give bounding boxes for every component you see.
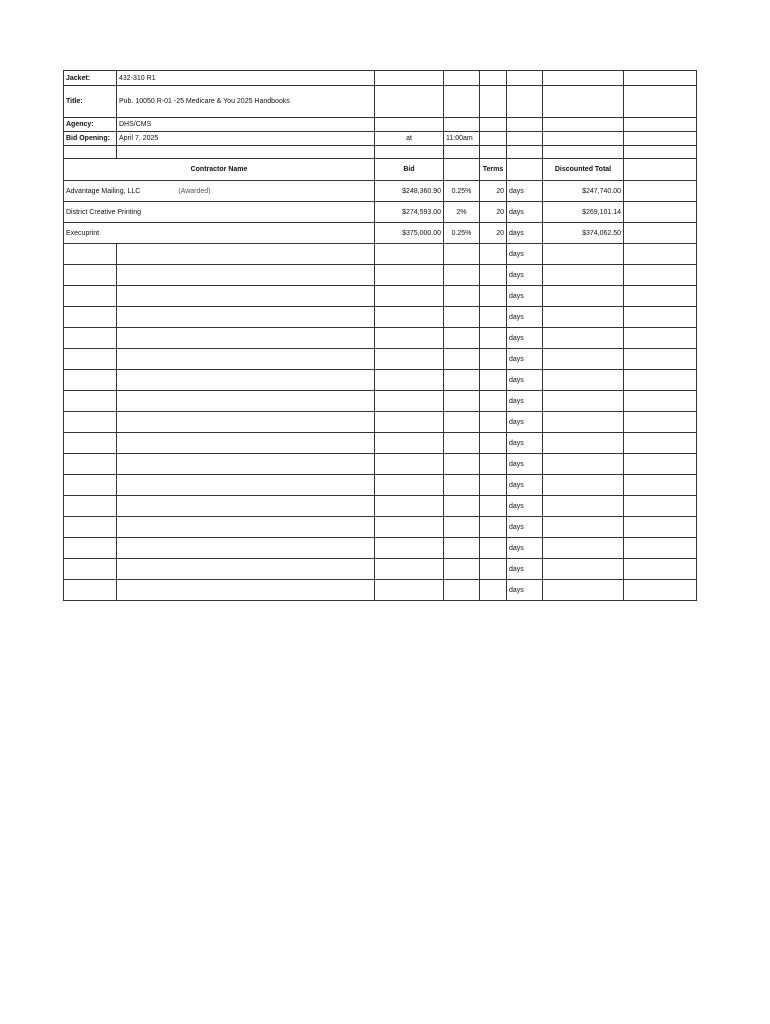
bid-row	[64, 181, 697, 202]
days-label: days	[507, 391, 543, 412]
empty-cell	[64, 580, 117, 601]
empty-cell	[543, 517, 624, 538]
empty-cell	[444, 433, 480, 454]
empty-cell	[480, 517, 507, 538]
empty-cell	[543, 580, 624, 601]
empty-bid-row	[64, 412, 697, 433]
agency-label: Agency:	[64, 118, 117, 132]
empty-cell	[444, 286, 480, 307]
empty-bid-row	[64, 538, 697, 559]
days-label: days	[507, 328, 543, 349]
empty-cell	[117, 538, 375, 559]
empty-cell	[480, 328, 507, 349]
days-label: days	[507, 433, 543, 454]
bid-row	[64, 202, 697, 223]
empty-cell	[543, 244, 624, 265]
empty-cell	[543, 370, 624, 391]
empty-cell	[624, 244, 697, 265]
discounted-total: $269,101.14	[543, 202, 624, 223]
bid-amount: $248,360.90	[375, 181, 444, 202]
jacket-value: 432-310 R1	[117, 71, 375, 86]
empty-cell	[64, 307, 117, 328]
empty-cell	[543, 454, 624, 475]
empty-cell	[117, 454, 375, 475]
terms-days: 20	[480, 223, 507, 244]
empty-cell	[480, 412, 507, 433]
empty-cell	[64, 412, 117, 433]
days-label: days	[507, 223, 543, 244]
empty-cell	[543, 496, 624, 517]
agency-value: DHS/CMS	[117, 118, 375, 132]
empty-cell	[543, 412, 624, 433]
jacket-label: Jacket:	[64, 71, 117, 86]
discounted-total: $247,740.00	[543, 181, 624, 202]
empty-cell	[480, 307, 507, 328]
empty-cell	[624, 412, 697, 433]
empty-cell	[375, 454, 444, 475]
empty-cell	[444, 307, 480, 328]
empty-cell	[543, 559, 624, 580]
empty-cell	[480, 244, 507, 265]
contractor-name-header: Contractor Name	[64, 159, 375, 181]
empty-cell	[117, 328, 375, 349]
empty-bid-row	[64, 370, 697, 391]
empty-cell	[543, 475, 624, 496]
agency-row	[64, 118, 697, 132]
empty-cell	[480, 496, 507, 517]
empty-cell	[444, 538, 480, 559]
bid-amount: $274,593.00	[375, 202, 444, 223]
column-header-row	[64, 159, 697, 181]
empty-cell	[444, 454, 480, 475]
empty-cell	[117, 580, 375, 601]
title-row	[64, 86, 697, 118]
empty-cell	[480, 265, 507, 286]
empty-cell	[117, 517, 375, 538]
title-value: Pub. 10050 R-01 -25 Medicare & You 2025 Handbooks	[117, 86, 375, 118]
empty-cell	[624, 475, 697, 496]
contractor-name-cell	[64, 181, 375, 202]
discount-rate: 0.25%	[444, 181, 480, 202]
empty-cell	[624, 496, 697, 517]
empty-cell	[375, 286, 444, 307]
empty-cell	[64, 559, 117, 580]
contractor-name: Execuprint	[66, 229, 100, 237]
empty-cell	[480, 559, 507, 580]
days-label: days	[507, 580, 543, 601]
contractor-name-cell	[64, 202, 375, 223]
empty-cell	[444, 265, 480, 286]
days-label: days	[507, 307, 543, 328]
days-label: days	[507, 349, 543, 370]
days-label: days	[507, 538, 543, 559]
empty-cell	[444, 244, 480, 265]
empty-cell	[64, 391, 117, 412]
empty-bid-row	[64, 244, 697, 265]
empty-bid-row	[64, 328, 697, 349]
awarded-note: (Awarded)	[178, 187, 211, 195]
empty-cell	[624, 454, 697, 475]
empty-cell	[117, 265, 375, 286]
empty-cell	[117, 412, 375, 433]
title-label: Title:	[64, 86, 117, 118]
days-label: days	[507, 181, 543, 202]
empty-bid-row	[64, 517, 697, 538]
empty-cell	[444, 580, 480, 601]
empty-cell	[624, 391, 697, 412]
empty-cell	[543, 265, 624, 286]
empty-cell	[444, 475, 480, 496]
empty-cell	[375, 412, 444, 433]
empty-cell	[375, 538, 444, 559]
empty-cell	[64, 475, 117, 496]
empty-cell	[64, 265, 117, 286]
empty-cell	[624, 517, 697, 538]
empty-cell	[480, 454, 507, 475]
empty-cell	[480, 286, 507, 307]
empty-bid-row	[64, 433, 697, 454]
empty-cell	[480, 349, 507, 370]
days-label: days	[507, 475, 543, 496]
days-label: days	[507, 286, 543, 307]
days-label: days	[507, 559, 543, 580]
empty-cell	[480, 580, 507, 601]
discounted-total: $374,062.50	[543, 223, 624, 244]
empty-cell	[375, 433, 444, 454]
empty-bid-row	[64, 454, 697, 475]
jacket-row	[64, 71, 697, 86]
empty-cell	[64, 517, 117, 538]
time-value: 11:00am	[444, 132, 480, 146]
empty-cell	[117, 496, 375, 517]
empty-cell	[624, 433, 697, 454]
empty-cell	[624, 559, 697, 580]
empty-bid-row	[64, 286, 697, 307]
days-label: days	[507, 370, 543, 391]
empty-cell	[624, 580, 697, 601]
empty-cell	[375, 349, 444, 370]
empty-cell	[480, 433, 507, 454]
empty-cell	[444, 370, 480, 391]
empty-cell	[117, 349, 375, 370]
empty-cell	[624, 349, 697, 370]
empty-cell	[543, 349, 624, 370]
empty-bid-row	[64, 349, 697, 370]
empty-cell	[64, 538, 117, 559]
days-label: days	[507, 202, 543, 223]
empty-cell	[543, 433, 624, 454]
empty-cell	[624, 286, 697, 307]
empty-cell	[375, 496, 444, 517]
empty-cell	[624, 265, 697, 286]
days-label: days	[507, 244, 543, 265]
empty-cell	[543, 538, 624, 559]
empty-cell	[64, 496, 117, 517]
empty-cell	[117, 391, 375, 412]
days-label: days	[507, 496, 543, 517]
empty-cell	[64, 286, 117, 307]
empty-cell	[444, 412, 480, 433]
bid-opening-row	[64, 132, 697, 146]
empty-cell	[444, 496, 480, 517]
empty-cell	[444, 391, 480, 412]
empty-bid-row	[64, 496, 697, 517]
empty-cell	[543, 391, 624, 412]
empty-cell	[444, 328, 480, 349]
empty-bid-row	[64, 391, 697, 412]
empty-cell	[480, 475, 507, 496]
discount-rate: 0.25%	[444, 223, 480, 244]
empty-cell	[117, 307, 375, 328]
empty-cell	[444, 559, 480, 580]
empty-cell	[117, 244, 375, 265]
empty-cell	[64, 244, 117, 265]
empty-cell	[543, 328, 624, 349]
empty-cell	[375, 244, 444, 265]
empty-cell	[624, 328, 697, 349]
empty-cell	[480, 370, 507, 391]
empty-cell	[117, 433, 375, 454]
at-label: at	[375, 132, 444, 146]
days-label: days	[507, 454, 543, 475]
empty-cell	[117, 286, 375, 307]
empty-cell	[624, 538, 697, 559]
empty-bid-row	[64, 580, 697, 601]
empty-cell	[375, 475, 444, 496]
empty-cell	[375, 580, 444, 601]
spacer-row	[64, 146, 697, 159]
empty-cell	[64, 433, 117, 454]
contractor-name-cell	[64, 223, 375, 244]
empty-cell	[64, 349, 117, 370]
terms-days: 20	[480, 202, 507, 223]
days-label: days	[507, 412, 543, 433]
terms-header: Terms	[480, 159, 507, 181]
empty-cell	[375, 328, 444, 349]
empty-cell	[375, 517, 444, 538]
empty-bid-row	[64, 307, 697, 328]
bid-header: Bid	[375, 159, 444, 181]
empty-cell	[117, 475, 375, 496]
bid-opening-value: April 7, 2025	[117, 132, 375, 146]
empty-bid-row	[64, 559, 697, 580]
empty-cell	[444, 517, 480, 538]
days-label: days	[507, 265, 543, 286]
empty-cell	[624, 307, 697, 328]
empty-cell	[375, 370, 444, 391]
empty-cell	[480, 538, 507, 559]
empty-cell	[624, 181, 697, 202]
empty-cell	[117, 559, 375, 580]
empty-cell	[375, 391, 444, 412]
bid-row	[64, 223, 697, 244]
empty-cell	[64, 328, 117, 349]
empty-bid-row	[64, 265, 697, 286]
empty-cell	[543, 286, 624, 307]
empty-cell	[543, 307, 624, 328]
empty-bid-row	[64, 475, 697, 496]
bid-abstract-table	[63, 70, 697, 601]
empty-cell	[64, 370, 117, 391]
empty-cell	[117, 370, 375, 391]
empty-cell	[480, 391, 507, 412]
discount-rate: 2%	[444, 202, 480, 223]
days-label: days	[507, 517, 543, 538]
empty-cell	[375, 307, 444, 328]
empty-cell	[444, 349, 480, 370]
bid-opening-label: Bid Opening:	[64, 132, 117, 146]
empty-cell	[64, 454, 117, 475]
empty-cell	[375, 265, 444, 286]
contractor-name: Advantage Mailing, LLC	[66, 187, 141, 195]
empty-cell	[375, 559, 444, 580]
discounted-total-header: Discounted Total	[543, 159, 624, 181]
bid-amount: $375,000.00	[375, 223, 444, 244]
contractor-name: District Creative Printing	[66, 208, 142, 216]
empty-cell	[624, 202, 697, 223]
terms-days: 20	[480, 181, 507, 202]
empty-cell	[624, 370, 697, 391]
empty-cell	[624, 223, 697, 244]
